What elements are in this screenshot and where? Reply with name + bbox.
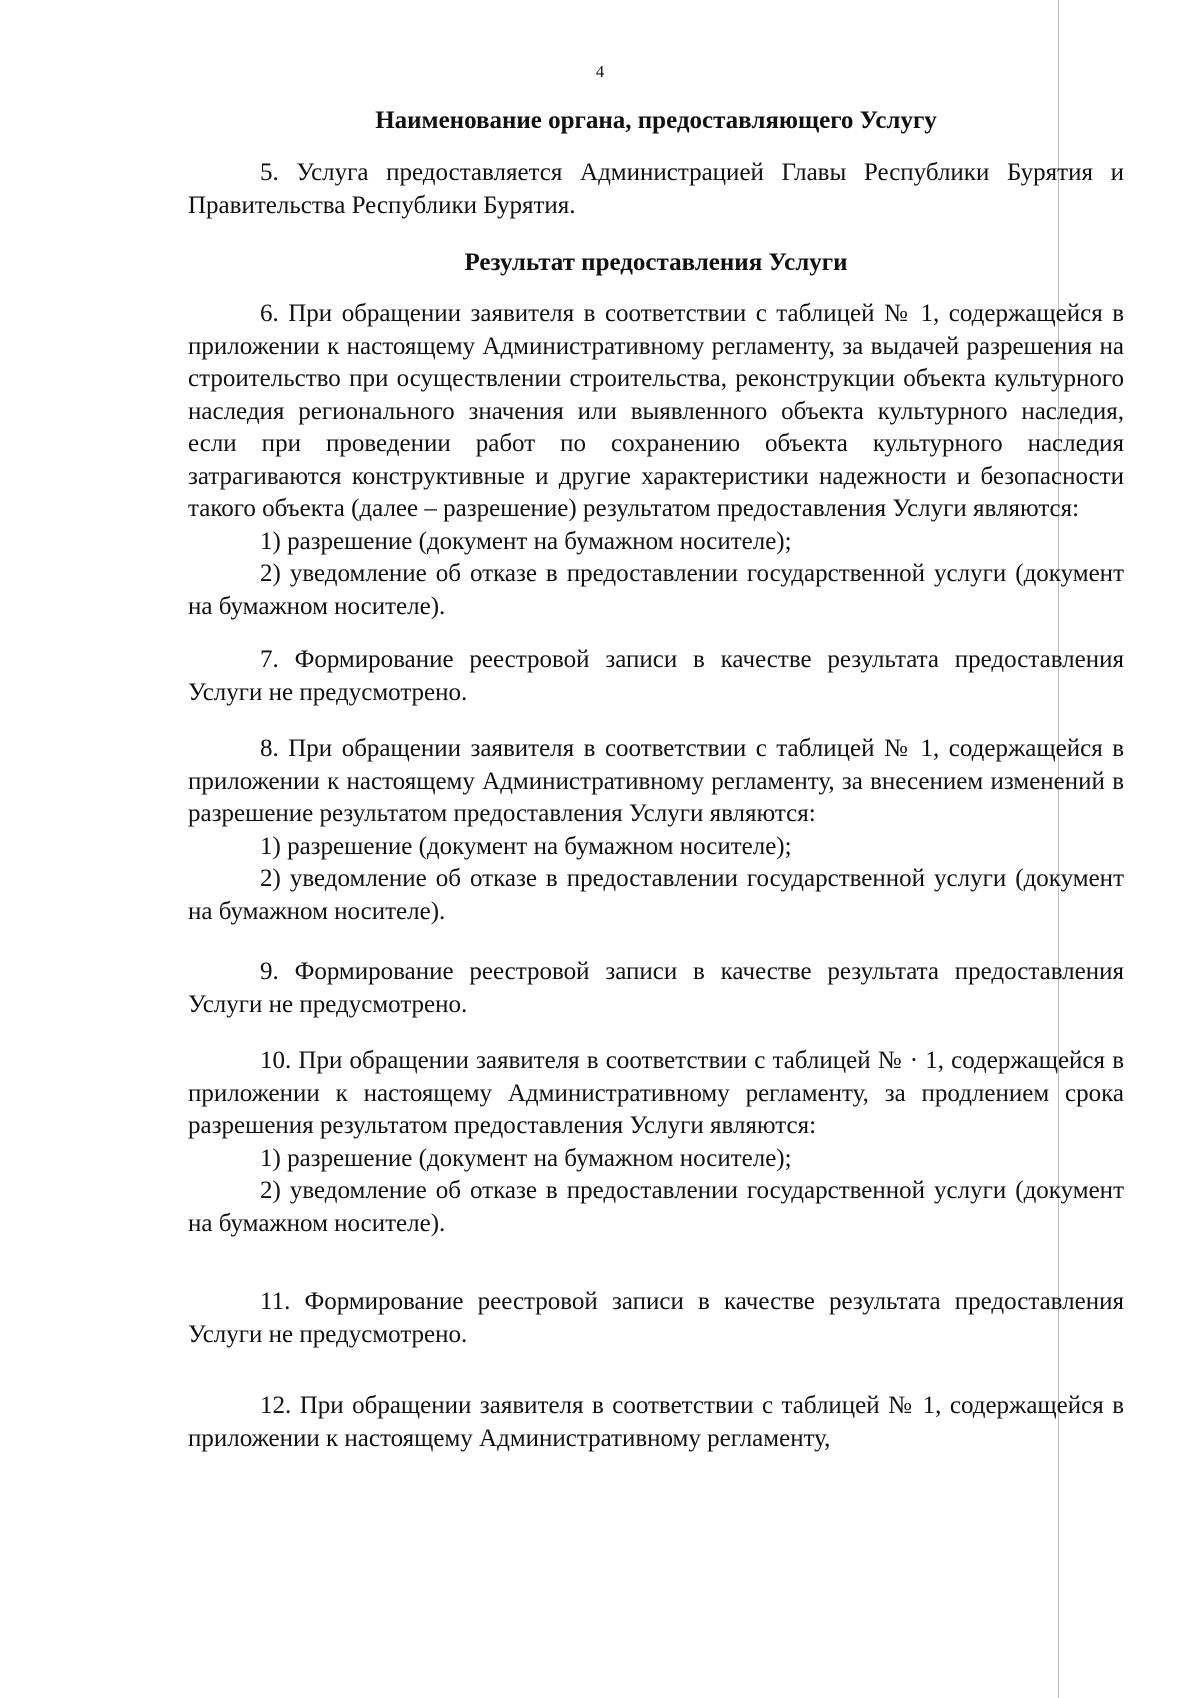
paragraph-5 — [188, 157, 1124, 222]
paragraph-6-item-1: 1) разрешение (документ на бумажном носителе); — [260, 527, 792, 555]
paragraph-9 — [188, 956, 1124, 1021]
section-heading-authority: Наименование органа, предоставляющего Услугу — [375, 107, 937, 134]
paragraph-12 — [188, 1390, 1124, 1455]
paragraph-10-item-2: 2) уведомление об отказе в предоставлении государственной услуги (документ на бумажном носителе). — [188, 1177, 1124, 1237]
paragraph-8 — [188, 733, 1124, 928]
paragraph-7-text: 7. Формирование реестровой записи в качестве результата предоставления Услуги не предусмотрено. — [188, 646, 1124, 706]
paragraph-6-text: 6. При обращении заявителя в соответствии с таблицей № 1, содержащейся в приложении к настоящему Административному регламенту, за выдачей разрешения на строительство при осуществлении строительства, реконструкции объекта культурного наследия регионального значения или выявленного объекта культурного наследия, если при проведении работ по сохранению объекта культурного наследия затрагиваются конструктивные и другие характеристики надежности и безопасности такого объекта (далее – разрешение) результатом предоставления Услуги являются: — [188, 300, 1124, 522]
paragraph-7 — [188, 644, 1124, 709]
paragraph-9-text: 9. Формирование реестровой записи в качестве результата предоставления Услуги не предусмотрено. — [188, 958, 1124, 1018]
paragraph-8-text: 8. При обращении заявителя в соответствии с таблицей № 1, содержащейся в приложении к настоящему Административному регламенту, за внесением изменений в разрешение результатом предоставления Услуги являются: — [188, 735, 1124, 827]
paragraph-10-text: 10. При обращении заявителя в соответствии с таблицей № · 1, содержащейся в приложении к настоящему Административному регламенту, за продлением срока разрешения результатом предоставления Услуги являются: — [188, 1047, 1124, 1139]
paragraph-8-item-2: 2) уведомление об отказе в предоставлении государственной услуги (документ на бумажном носителе). — [188, 865, 1124, 925]
paragraph-8-item-1: 1) разрешение (документ на бумажном носителе); — [260, 832, 792, 860]
paragraph-5-text: 5. Услуга предоставляется Администрацией Главы Республики Бурятия и Правительства Республики Бурятия. — [188, 159, 1124, 219]
section-heading-result: Результат предоставления Услуги — [464, 249, 848, 276]
page-number: 4 — [595, 62, 605, 81]
paragraph-6 — [188, 298, 1124, 623]
paragraph-11-text: 11. Формирование реестровой записи в качестве результата предоставления Услуги не предусмотрено. — [188, 1288, 1124, 1348]
paragraph-6-item-2: 2) уведомление об отказе в предоставлении государственной услуги (документ на бумажном носителе). — [188, 560, 1124, 620]
paragraph-12-text: 12. При обращении заявителя в соответствии с таблицей № 1, содержащейся в приложении к настоящему Административному регламенту, — [188, 1392, 1124, 1452]
paragraph-10 — [188, 1045, 1124, 1240]
paragraph-10-item-1: 1) разрешение (документ на бумажном носителе); — [260, 1144, 792, 1172]
paragraph-11 — [188, 1286, 1124, 1351]
